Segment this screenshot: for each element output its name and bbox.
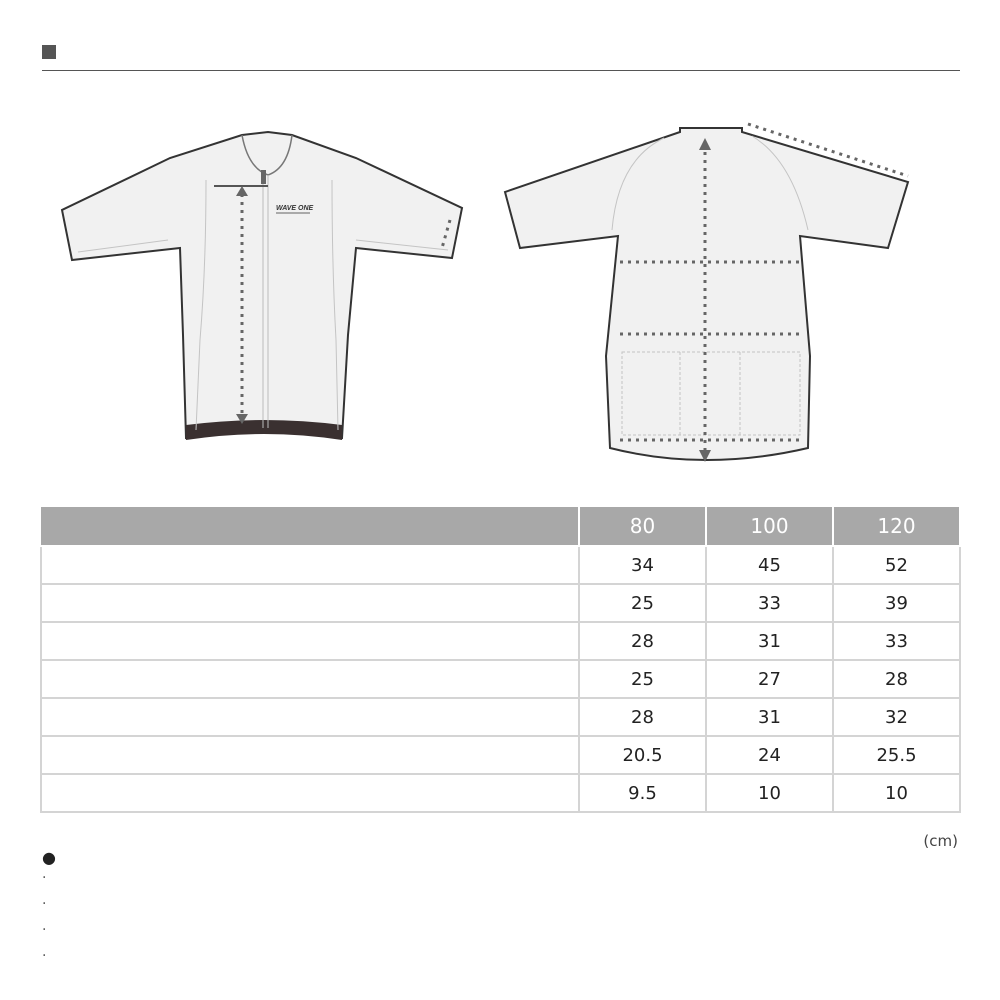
- table-row: [41, 584, 960, 622]
- table-cell: 27: [706, 660, 833, 698]
- middle-dot-icon: ·: [42, 948, 47, 964]
- table-cell: 39: [833, 584, 960, 622]
- table-cell: 10: [833, 774, 960, 812]
- table-cell: 34: [579, 546, 706, 584]
- size-table: [40, 505, 961, 813]
- middle-dot-icon: ·: [42, 896, 47, 912]
- table-cell: 24: [706, 736, 833, 774]
- table-cell: 33: [833, 622, 960, 660]
- table-row: [41, 698, 960, 736]
- size-diagram: [0, 80, 1000, 480]
- table-cell: 25: [579, 660, 706, 698]
- front-jersey: [62, 132, 462, 440]
- table-cell: 28: [833, 660, 960, 698]
- square-bullet-icon: [42, 45, 56, 59]
- column-header-size: 80: [579, 506, 706, 546]
- table-cell: 52: [833, 546, 960, 584]
- note-item: [42, 948, 942, 974]
- back-jersey: [505, 124, 908, 462]
- table-cell: 28: [579, 622, 706, 660]
- row-label: [41, 660, 579, 698]
- note-item: [42, 896, 942, 922]
- page-title: [42, 42, 960, 71]
- table-cell: 31: [706, 698, 833, 736]
- row-label: [41, 736, 579, 774]
- notes-heading: [42, 848, 942, 870]
- table-row: [41, 622, 960, 660]
- size-table-header-row: [41, 506, 960, 546]
- table-cell: 25: [579, 584, 706, 622]
- table-cell: 31: [706, 622, 833, 660]
- jersey-illustration: [0, 80, 1000, 480]
- table-row: [41, 774, 960, 812]
- unit-label: (cm): [923, 832, 958, 850]
- size-notes: [42, 848, 942, 974]
- note-item: [42, 922, 942, 948]
- table-row: [41, 660, 960, 698]
- table-cell: 9.5: [579, 774, 706, 812]
- column-header-part: [41, 506, 579, 546]
- note-item: [42, 870, 942, 896]
- table-row: [41, 546, 960, 584]
- row-label: [41, 774, 579, 812]
- middle-dot-icon: ·: [42, 870, 47, 886]
- table-cell: 20.5: [579, 736, 706, 774]
- table-cell: 33: [706, 584, 833, 622]
- table-row: [41, 736, 960, 774]
- column-header-size: 120: [833, 506, 960, 546]
- row-label: [41, 546, 579, 584]
- table-cell: 10: [706, 774, 833, 812]
- row-label: [41, 584, 579, 622]
- middle-dot-icon: ·: [42, 922, 47, 938]
- table-cell: 25.5: [833, 736, 960, 774]
- circle-bullet-icon: ●: [42, 848, 56, 867]
- table-cell: 28: [579, 698, 706, 736]
- table-cell: 32: [833, 698, 960, 736]
- table-cell: 45: [706, 546, 833, 584]
- row-label: [41, 622, 579, 660]
- column-header-size: 100: [706, 506, 833, 546]
- row-label: [41, 698, 579, 736]
- brand-logo: WAVE ONE: [276, 205, 314, 212]
